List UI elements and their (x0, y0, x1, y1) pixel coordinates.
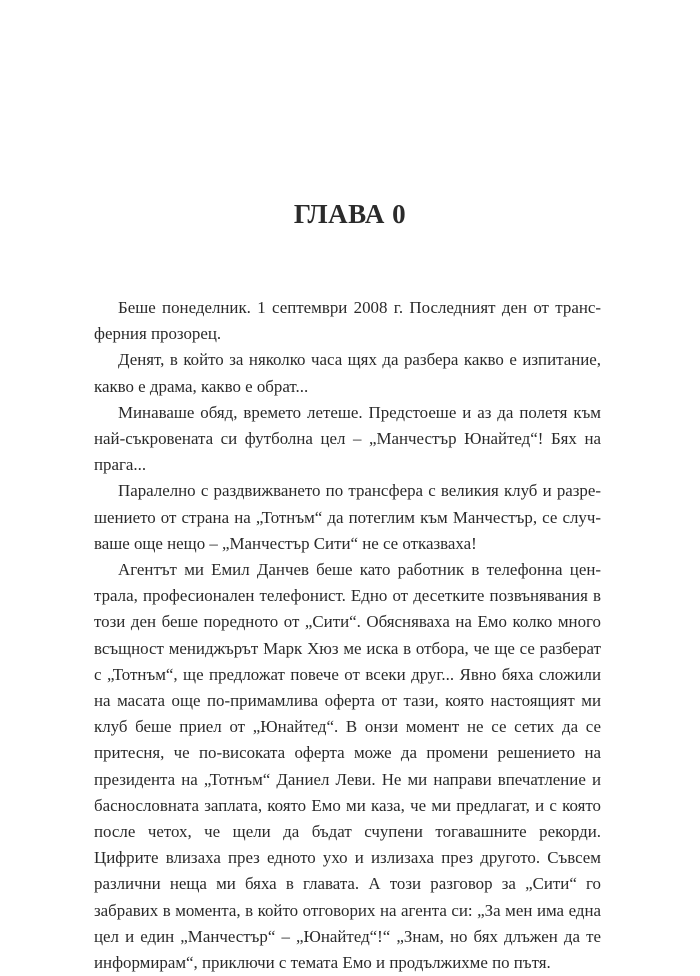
chapter-title: ГЛАВА 0 (293, 199, 407, 229)
paragraph: Агентът ми Емил Данчев беше като работник в телефонна централа, професионален телефонист. Едно от десетките позвънявания в този ден беше поредното от „Сити“. Обясняваха на Емо колко много всъщност мениджърът Марк Хюз ме иска в отбора, че ще се разберат с „Тотнъм“, ще предложат повече от всеки друг... Явно бяха сложили на масата още по-примамлива оферта от тази, която настоящият ми клуб беше приел от „Юнайтед“. В онзи момент не се сетих да се притесня, че по-високата оферта може да промени решението на президента на „Тотнъм“ Даниел Леви. Не ми направи впечатление и баснословната заплата, която Емо ми каза, че ми предлагат, и с която после четох, че щели да бъдат счупени тогавашните рекорди. Цифрите влизаха през едното ухо и излизаха през другото. Съвсем различни неща ми бяха в главата. А този разговор за „Сити“ го забравих в момента, в който отговорих на агента си: „За мен има една цел и един „Манчестър“ – „Юнайтед“!“ „Знам, но бях длъжен да те информирам“, приключи с темата Емо и продължихме по пътя. (94, 560, 601, 973)
chapter-body (94, 295, 601, 976)
paragraph: Паралелно с раздвижването по трансфера с великия клуб и разрешението от страна на „Тотнъм“ да потеглим към Манчестър, се случваше още нещо – „Манчестър Сити“ не се отказваха! (94, 481, 601, 553)
paragraph: Минаваше обяд, времето летеше. Предстоеше и аз да полетя към най-съкровената си футболна цел – „Манчестър Юнайтед“! Бях на прага... (94, 402, 601, 475)
paragraph: Денят, в който за няколко часа щях да разбера какво е изпитание, какво е драма, какво е обрат... (94, 350, 601, 396)
paragraph: Беше понеделник. 1 септември 2008 г. Последният ден от трансферния прозорец. (94, 298, 601, 344)
